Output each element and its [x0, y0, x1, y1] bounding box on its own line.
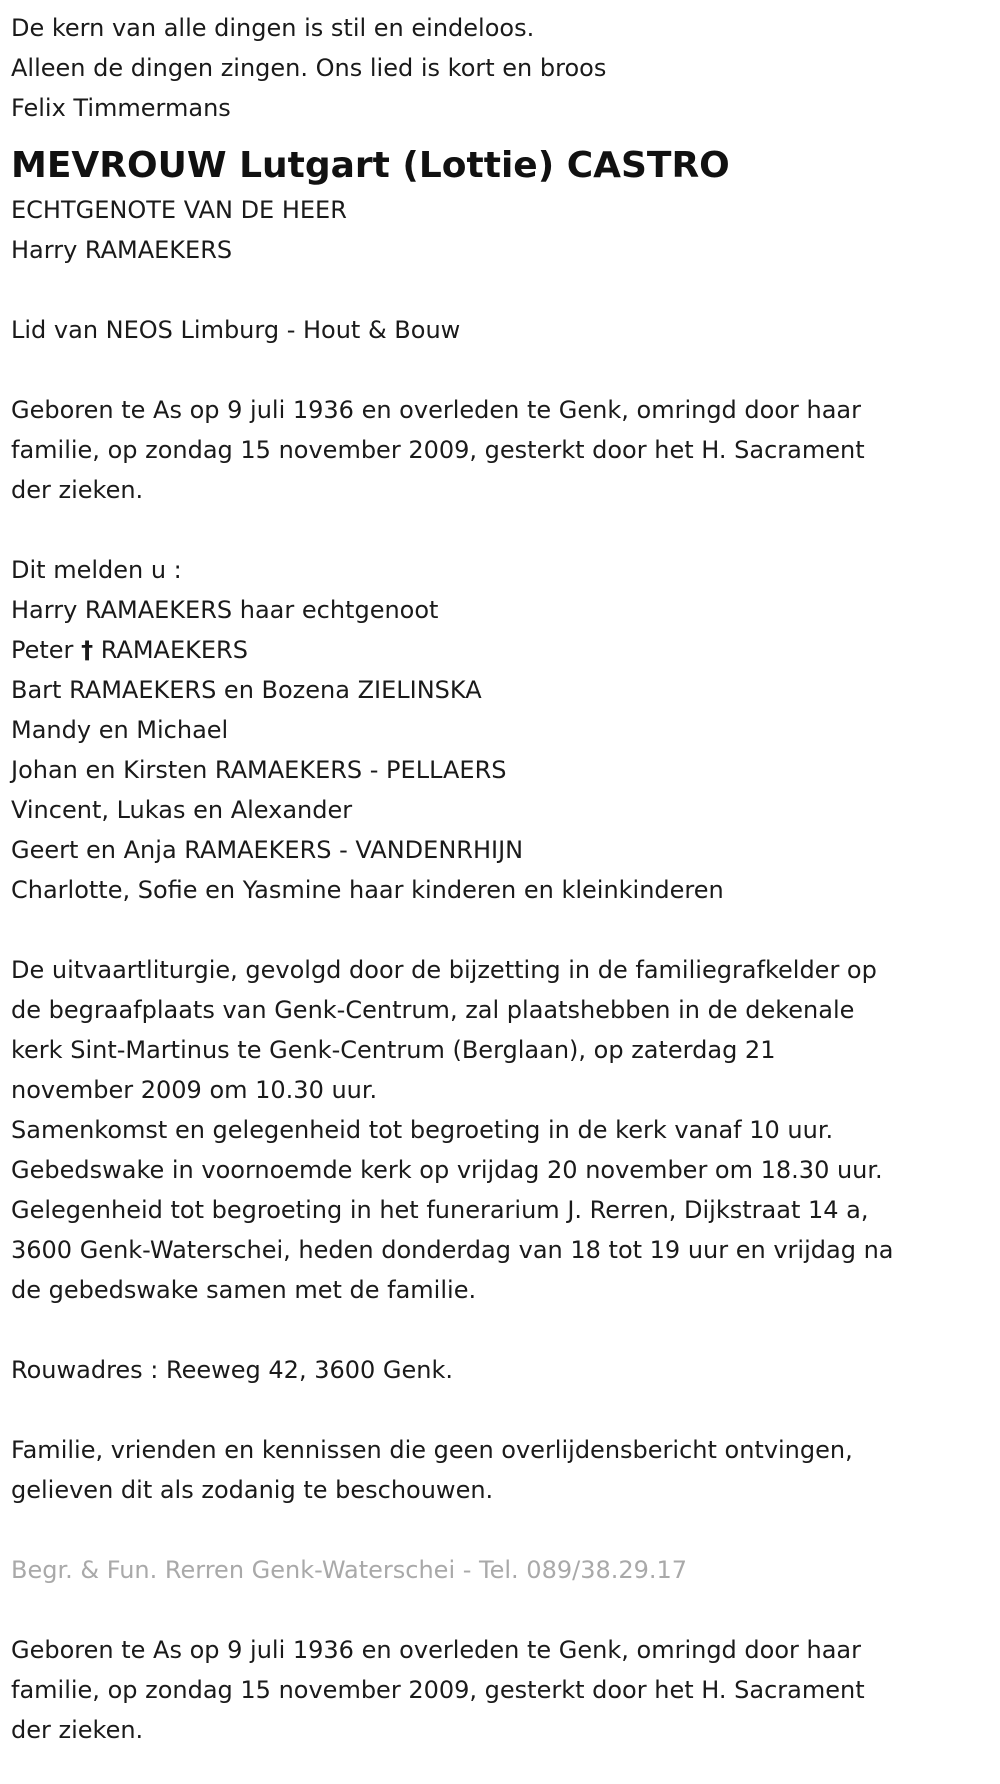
membership: Lid van NEOS Limburg - Hout & Bouw	[11, 316, 461, 344]
family-line-peter	[11, 630, 990, 670]
spacer	[11, 1310, 990, 1350]
family-list	[11, 550, 990, 910]
paragraph-line: Gelegenheid tot begroeting in het funerarium J. Rerren, Dijkstraat 14 a,	[11, 1196, 869, 1224]
cross-icon: †	[81, 636, 94, 664]
paragraph-line: der zieken.	[11, 476, 144, 504]
paragraph-line: familie, op zondag 15 november 2009, gesterkt door het H. Sacrament	[11, 436, 865, 464]
paragraph-line: Familie, vrienden en kennissen die geen overlijdensbericht ontvingen,	[11, 1436, 853, 1464]
family-line: Bart RAMAEKERS en Bozena ZIELINSKA	[11, 676, 482, 704]
paragraph-line: der zieken.	[11, 1716, 144, 1744]
paragraph-line: kerk Sint-Martinus te Genk-Centrum (Berglaan), op zaterdag 21	[11, 1036, 776, 1064]
family-line: Harry RAMAEKERS haar echtgenoot	[11, 596, 439, 624]
paragraph-line: familie, op zondag 15 november 2009, gesterkt door het H. Sacrament	[11, 1676, 865, 1704]
spacer	[11, 1390, 990, 1430]
quote-line: De kern van alle dingen is stil en eindeloos.	[11, 14, 535, 42]
spacer	[11, 350, 990, 390]
paragraph-line: de gebedswake samen met de familie.	[11, 1276, 477, 1304]
birth-death-paragraph	[11, 390, 990, 510]
paragraph-line: de begraafplaats van Genk-Centrum, zal plaatshebben in de dekenale	[11, 996, 855, 1024]
paragraph-line: Geboren te As op 9 juli 1936 en overleden te Genk, omringd door haar	[11, 1636, 862, 1664]
birth-death-paragraph-repeat	[11, 1630, 990, 1750]
family-line: Vincent, Lukas en Alexander	[11, 796, 353, 824]
paragraph-line: Geboren te As op 9 juli 1936 en overleden te Genk, omringd door haar	[11, 396, 862, 424]
spacer	[11, 910, 990, 950]
paragraph-line: 3600 Genk-Waterschei, heden donderdag van 18 tot 19 uur en vrijdag na	[11, 1236, 894, 1264]
family-line: Johan en Kirsten RAMAEKERS - PELLAERS	[11, 756, 507, 784]
family-line: Charlotte, Sofie en Yasmine haar kinderen en kleinkinderen	[11, 876, 724, 904]
paragraph-line: De uitvaartliturgie, gevolgd door de bijzetting in de familiegrafkelder op	[11, 956, 877, 984]
paragraph-line: Gebedswake in voornoemde kerk op vrijdag 20 november om 18.30 uur.	[11, 1156, 883, 1184]
notice-paragraph	[11, 1430, 990, 1510]
family-surname: RAMAEKERS	[100, 636, 248, 664]
deceased-name: MEVROUW Lutgart (Lottie) CASTRO	[11, 145, 730, 186]
spouse-name: Harry RAMAEKERS	[11, 236, 233, 264]
family-line: Geert en Anja RAMAEKERS - VANDENRHIJN	[11, 836, 524, 864]
quote-block	[11, 8, 990, 128]
spacer	[11, 1510, 990, 1550]
quote-line: Alleen de dingen zingen. Ons lied is kort en broos	[11, 54, 607, 82]
family-name: Peter	[11, 636, 74, 664]
family-intro: Dit melden u :	[11, 556, 182, 584]
funeral-home-contact: Begr. & Fun. Rerren Genk-Waterschei - Tel. 089/38.29.17	[11, 1556, 688, 1584]
paragraph-line: gelieven dit als zodanig te beschouwen.	[11, 1476, 494, 1504]
ceremony-paragraph	[11, 950, 990, 1310]
quote-author: Felix Timmermans	[11, 94, 231, 122]
family-line: Mandy en Michael	[11, 716, 229, 744]
paragraph-line: Samenkomst en gelegenheid tot begroeting in de kerk vanaf 10 uur.	[11, 1116, 834, 1144]
spacer	[11, 1590, 990, 1630]
mourning-address: Rouwadres : Reeweg 42, 3600 Genk.	[11, 1356, 454, 1384]
spouse-label: ECHTGENOTE VAN DE HEER	[11, 196, 347, 224]
spacer	[11, 510, 990, 550]
spacer	[11, 270, 990, 310]
paragraph-line: november 2009 om 10.30 uur.	[11, 1076, 378, 1104]
